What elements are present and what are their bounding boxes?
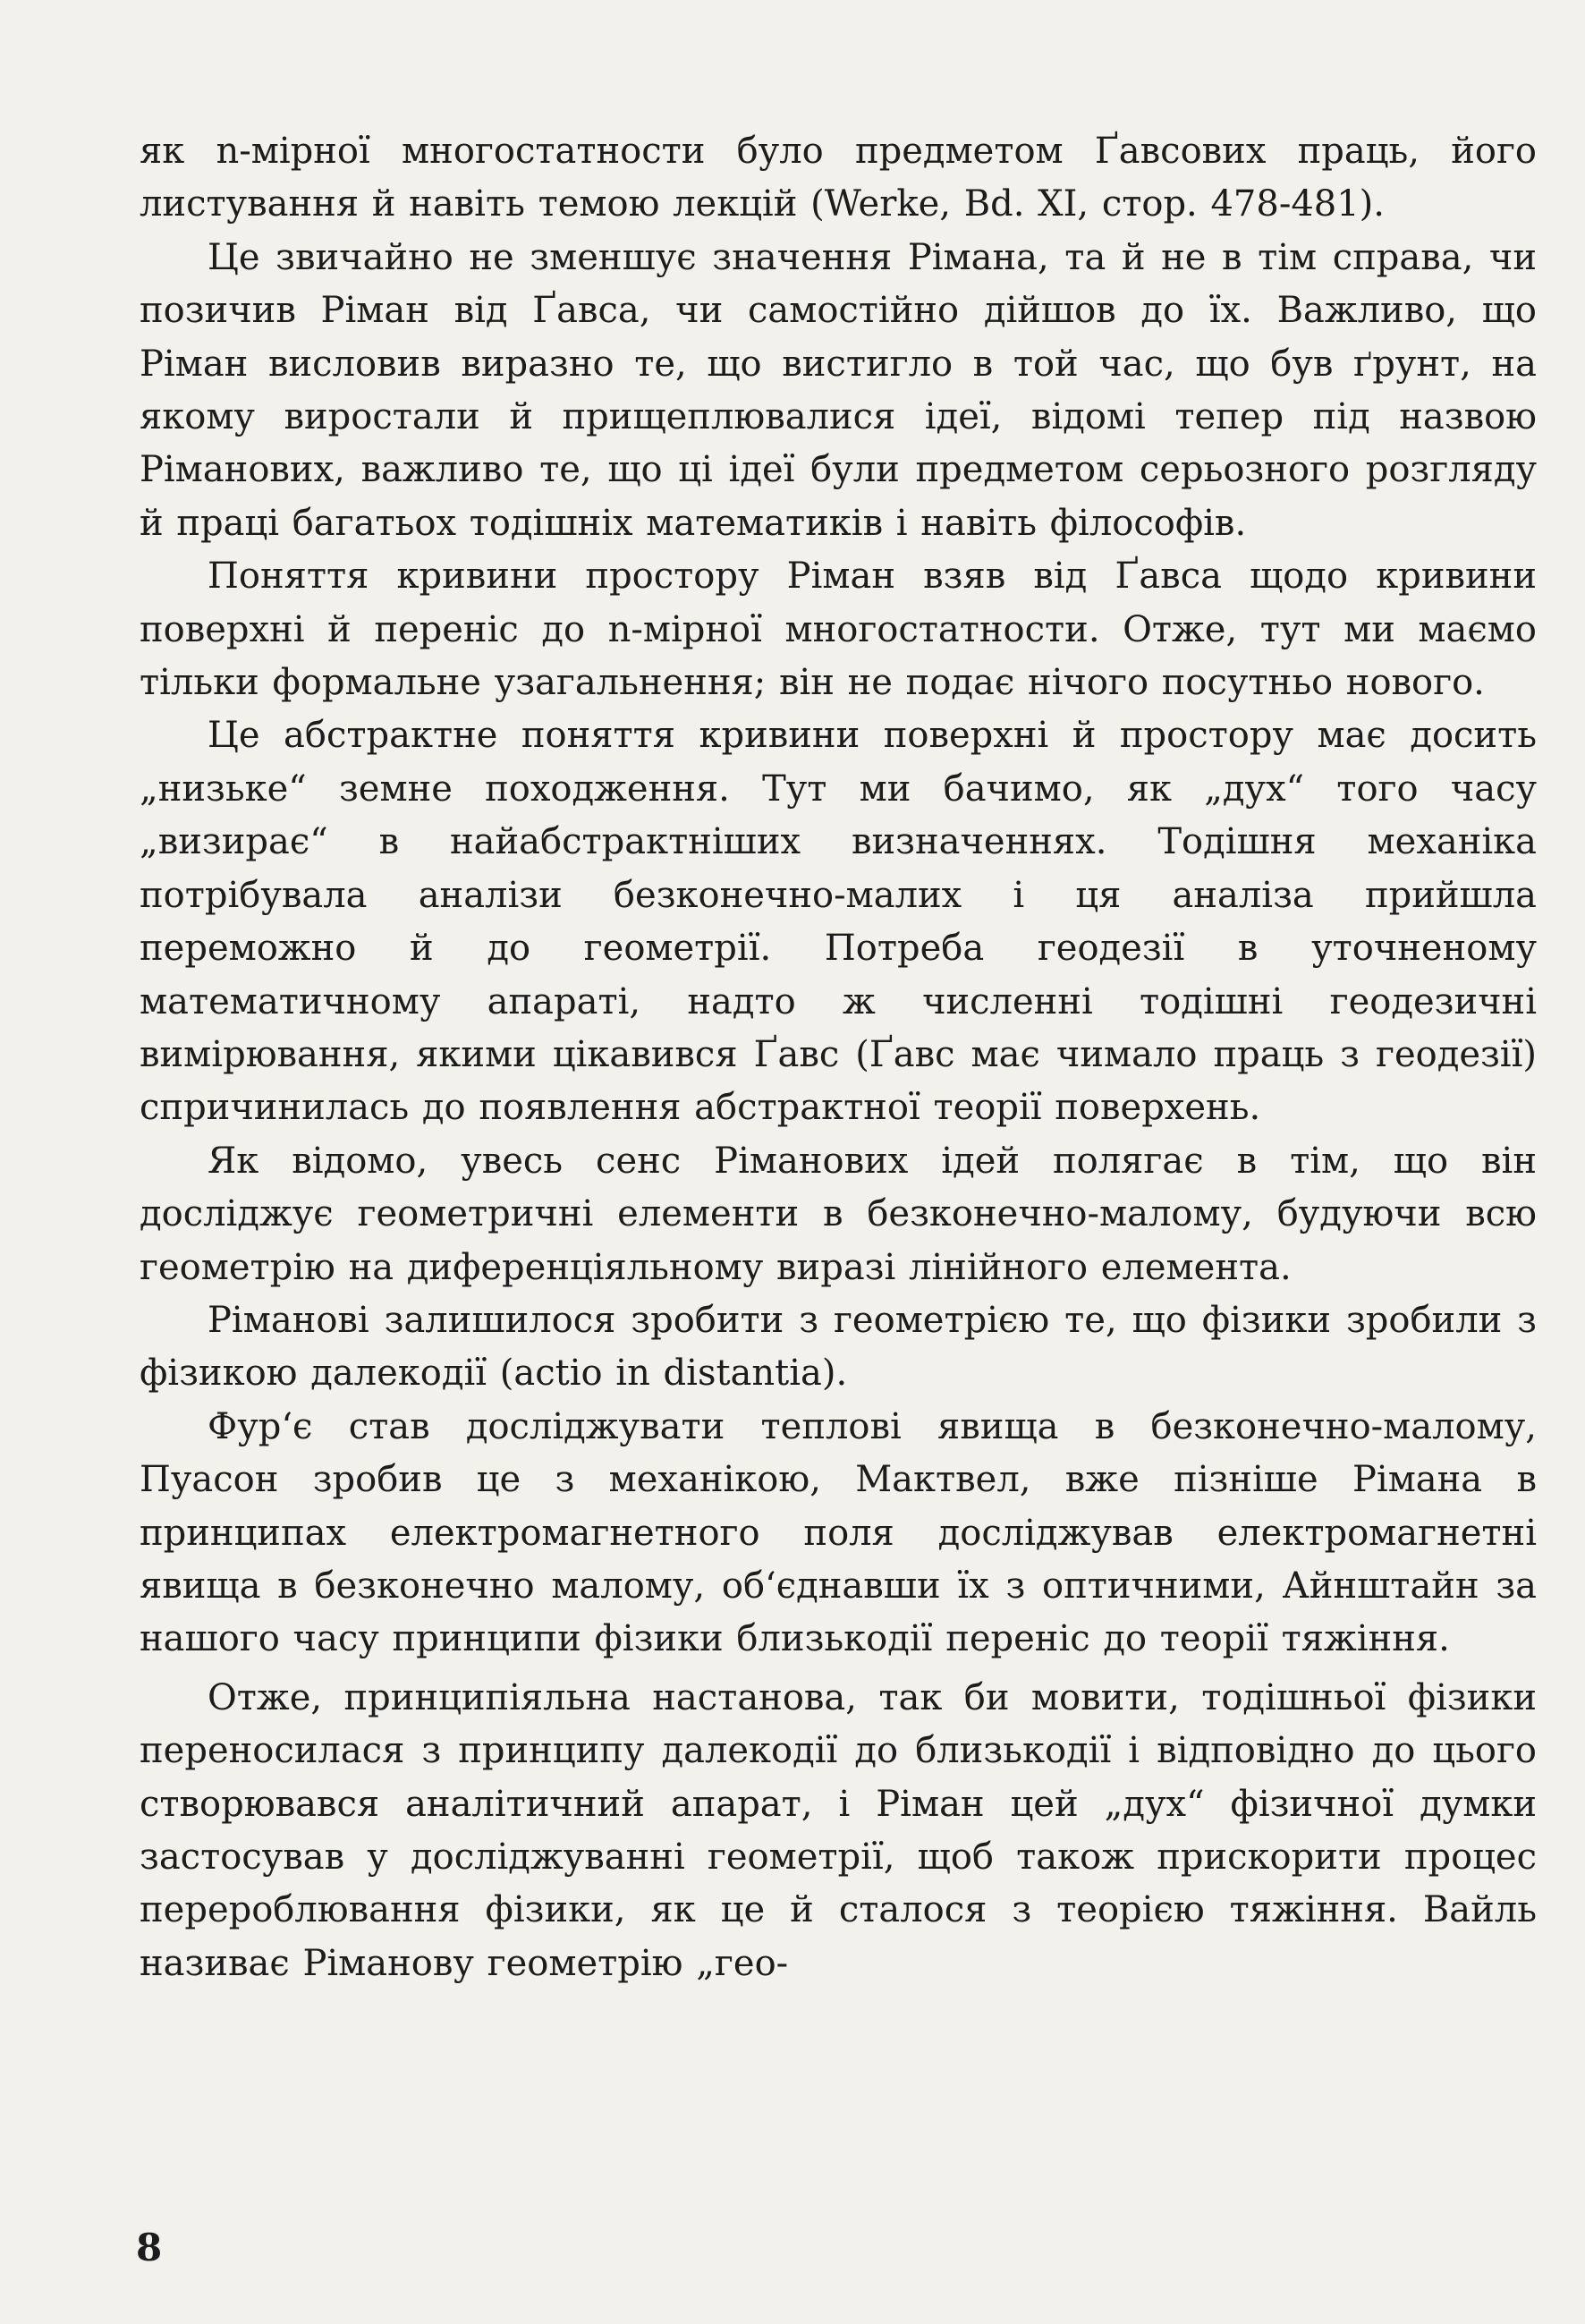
paragraph-continuation: як n-мірної многостатности було предметом Ґавсових праць, його листування й навіть темою лекцій (Werke, Bd. XI, стор. 478-481).	[140, 131, 1537, 225]
paragraph-riemann-ideas: Як відомо, увесь сенс Ріманових ідей полягає в тім, що він досліджує геометричні елементи в безконечно-малому, будуючи всю геометрію на диференціяльному виразі лінійного елемента.	[140, 1140, 1537, 1288]
paragraph-conclusion: Отже, принципіяльна настанова, так би мовити, тодішньої фізики переносилася з принципу далекодії до близькодії і відповідно до цього створювався аналітичний апарат, і Ріман цей „дух“ фізичної думки застосував у досліджуванні геометрії, щоб також прискорити процес перероблювання фізики, як це й сталося з теорією тяжіння. Вайль називає Ріманову геометрію „гео-	[140, 1676, 1537, 1984]
page-number: 8	[136, 2226, 163, 2269]
paragraph-physicists: Фур‘є став досліджувати теплові явища в безконечно-малому, Пуасон зробив це з механікою, Мактвел, вже пізніше Рімана в принципах електромагнетного поля досліджував електромагнетні явища в безконечно малому, об‘єднавши їх з оптичними, Айнштайн за нашого часу принципи фізики близькодії переніс до теорії тяжіння.	[140, 1405, 1537, 1660]
body-text	[140, 125, 1537, 1990]
paragraph-curvature-concept: Поняття кривини простору Ріман взяв від Ґавса щодо кривини поверхні й переніс до n-мірної многостатности. Отже, тут ми маємо тільки формальне узагальнення; він не подає нічого посутньо нового.	[140, 556, 1537, 704]
paragraph-abstract-origin: Це абстрактне поняття кривини поверхні й простору має досить „низьке“ земне походження. Тут ми бачимо, як „дух“ того часу „визирає“ в найабстрактніших визначеннях. Тодішня механіка потрібувала аналізи безконечно-малих і ця аналіза прийшла переможно й до геометрії. Потреба геодезії в уточненому математичному апараті, надто ж численні тодішні геодезичні вимірювання, якими цікавився Ґавс (Ґавс має чимало праць з геодезії) спричинилась до появлення абстрактної теорії поверхень.	[140, 715, 1537, 1129]
paragraph-action-at-distance: Ріманові залишилося зробити з геометрією те, що фізики зробили з фізикою далекодії (actio in distantia).	[140, 1299, 1537, 1395]
paragraph-riemann-significance: Це звичайно не зменшує значення Рімана, та й не в тім справа, чи позичив Ріман від Ґавса, чи самостійно дійшов до їх. Важливо, що Ріман висловив виразно те, що вистигло в той час, що був ґрунт, на якому виростали й прищеплювалися ідеї, відомі тепер під назвою Ріманових, важливо те, що ці ідеї були предметом серьозного розгляду й праці багатьох тодішніх математиків і навіть філософів.	[140, 236, 1537, 544]
